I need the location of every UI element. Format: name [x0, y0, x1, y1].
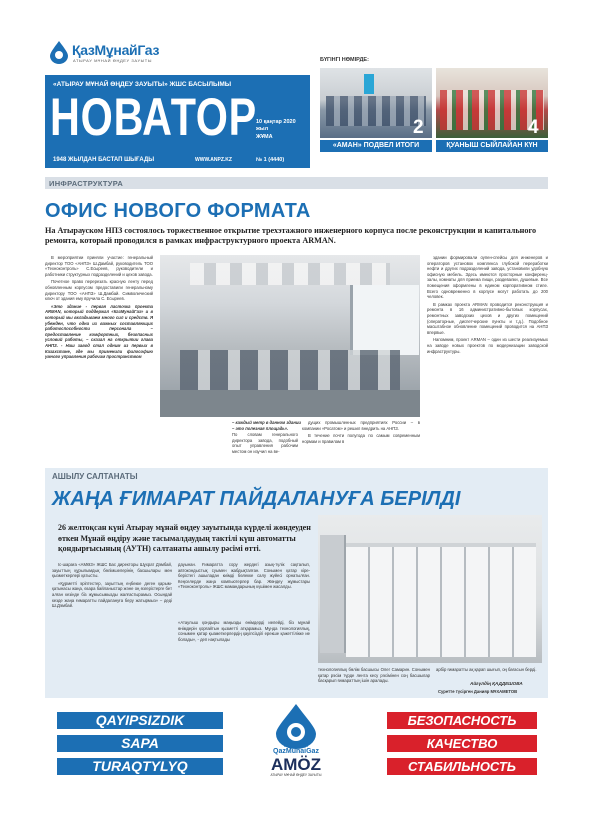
desks-graphic — [180, 350, 400, 390]
article2-col5: арбір ғимаратты ақ қарап шығып, оң бағасын берді. — [436, 667, 537, 672]
in-issue-label: БҮГІНГІ НӨМІРДЕ: — [320, 57, 369, 63]
article1-col2: По словам генерального директора завода, подобный опыт управления рабочим местом он изучил на ве- — [232, 432, 298, 454]
article1-col1 — [45, 255, 153, 455]
banner-left-3: TURAQTYLYQ — [57, 758, 223, 775]
article2-col1 — [52, 562, 172, 672]
article1-col4 — [427, 255, 548, 460]
amoz-brand: QazMunaiGaz — [273, 748, 319, 755]
in-issue-caption-2[interactable]: ҚУАНЫШ СЫЙЛАЙАН КҮН — [436, 140, 548, 152]
article1-col3 — [302, 420, 420, 460]
article1-quote: «Это здание - первая ласточка проекта ARMAN, который поддержал «КазМунайГаз» и в который мы вкладываем много сил и средств. Я убежден, что одна из важных составляющих работоспособности персонала – предоставление комфортных, безопасных условий работы, – сказал на открытии глава АНПЗ. - Наш завод стал одним из первых в Казахстане, где мы применили философию умного управления рабочим пространством — [45, 303, 153, 360]
article2-col3: «Атаулыш қондыры маңызды өнімдерді иелейді, біз мұнай өнімдерін қорғайтын қызметті атқарамыз. Мұнда технологиялық, сонымен қатар қызметкерлердің қауіпсіздігі ерекше қажеттілікке ие болады», - деп нақтылады — [178, 620, 310, 642]
article1-para: дущих промышленных предприятиях России – в компании «Росатом» и решил внедрить на АНПЗ. — [302, 420, 420, 431]
masthead-publisher: «АТЫРАУ МҰНАЙ ӨҢДЕУ ЗАУЫТЫ» ЖШС БАСЫЛЫМЫ — [53, 81, 232, 88]
article1-para: В мероприятии приняли участие: генеральный директор ТОО «АНПЗ» Ш.Дамбай, руководитель ТОО «Техноконтроль» С.Есыреев, руководители и работники структурных подразделений и цехов завода. — [45, 255, 153, 277]
in-issue-caption-1[interactable]: «АМАН» ПОДВЕЛ ИТОГИ — [320, 140, 432, 152]
photo-credit: Суретте түсірген Данияр МҰХАМЕТОВ — [438, 689, 518, 694]
article1-para: В течение почти полугода по самым современным нормам и правилам в — [302, 433, 420, 444]
article2-col4: технологиялық бөлім басшысы Олег Самарин. Сонымен қатар рәсім түрде лента кесу рәсімінен соң басшылар басқарып ғимараттың ішін аралады. — [318, 667, 430, 684]
banner-right-1: БЕЗОПАСНОСТЬ — [387, 712, 537, 729]
amoz-logo — [260, 702, 332, 780]
banner-left-1: QAYIPSIZDIK — [57, 712, 223, 729]
article2-para: «Құрметті әріптестер, зауыттың еңбекке деген қарым-қатынасы жаңа, өзара байланыстар және оң өзгерістерге бет алған кезінде біз жұмысымызды жалғастырамыз. Осындай кезде жаңа ғимаратты пайдалануға беру жатырмыз» – деді Ш.Дәмбай. — [52, 580, 172, 609]
logo-drop-icon — [48, 40, 70, 64]
byline: Айгүлдің ҚАДДЕШОВА — [470, 681, 523, 686]
rubric-infrastructure — [45, 177, 548, 189]
floor-graphic — [160, 390, 420, 417]
headline-2: ЖАҢА ҒИМАРАТ ПАЙДАЛАНУҒА БЕРІЛДІ — [52, 488, 461, 510]
in-issue-page-1: 2 — [413, 117, 424, 138]
lockers-photo[interactable] — [318, 515, 542, 663]
logo-name: ҚазМұнайГаз — [72, 42, 160, 58]
amoz-drop-icon — [270, 702, 322, 750]
article2-para: Іс-шараға «АМӨЗ» ЖШС Бас директоры Шұхрат Дәмбай, зауыттың құрылымдық бөлімшелерінің басшылары мен қызметкерлері қатысты. — [52, 562, 172, 579]
issue-date: 10 қаңтар 2020 жыл — [256, 119, 296, 132]
headline-1: ОФИС НОВОГО ФОРМАТА — [45, 200, 311, 222]
door-graphic — [320, 535, 346, 653]
banner-right-2: КАЧЕСТВО — [387, 735, 537, 752]
banner-left-2: SAPA — [57, 735, 223, 752]
article2-col2: дауынан. Ғимаратта сору жердегі азық-түлік сақталып, автокондыстық суымен жабдықталған. Сонымен қатар кіре-берістегі ашыладан киімді бөлекке салу жүйесі орнатылған. Кеңселерде жаңа компьютерлер бар. Жөндеу жұмыстары «Техноконтроль» ЖШС мамандарының күшімен жасалды. — [178, 562, 310, 590]
amoz-sub: АТЫРАУ МҰНАЙ ӨҢДЕУ ЗАУЫТЫ — [270, 773, 322, 777]
lockers-graphic — [346, 543, 536, 657]
rubric-label: ИНФРАСТРУКТУРА — [49, 179, 124, 188]
newspaper-title: НОВАТОР — [50, 88, 258, 147]
in-issue-page-2: 4 — [528, 117, 539, 138]
website-link[interactable]: WWW.ANPZ.KZ — [195, 157, 232, 163]
issue-day: ЖҰМА — [256, 134, 273, 140]
logo — [48, 40, 198, 66]
lead-1: На Атырауском НПЗ состоялось торжественное открытие трехэтажного инженерного корпуса после реконструкции и капитального ремонта, который проводился в рамках инфраструктурного проекта ARMAN. — [45, 226, 537, 245]
founded-line: 1948 ЖЫЛДАН БАСТАП ШЫҒАДЫ — [53, 157, 155, 163]
rubric-opening: АШЫЛУ САЛТАНАТЫ — [52, 472, 138, 481]
masthead — [45, 75, 310, 168]
banner-right-3: СТАБИЛЬНОСТЬ — [387, 758, 537, 775]
article1-para: В рамках проекта ARMAN проводится реконструкция и ремонта в 16 административно-бытовых корпусах, ремонтных заводских цехов и других помещений (операторные, диспетчерские пункты и т.д.). Подобное масштабное обновление помещений проводится на АНПЗ впервые. — [427, 301, 548, 335]
article1-para: Напомним, проект ARMAN – один из шести реализуемых на заводе новых проектов по модернизации заводской инфраструктуры. — [427, 337, 548, 354]
lead-2: 26 желтоқсан күні Атырау мұнай өңдеу зауытында күрделі жөндеуден өткен Мұнай өңдіру және тасымалдаудың тактілі күш автоматты қондырғысының (АУТН) салтанаты ашылу рәсімі өтті. — [58, 523, 311, 553]
office-photo-caption: – каждый метр в данном здании – это полезная площадь». — [232, 420, 301, 431]
article1-para: здании формировали оупен-спейсы для инженеров и операторов установок комплекса глубокой переработки нефти и других подразделений завода, установили удобную офисную мебель. Здесь имеются просторные конференц-залы, комнаты для приема пищи, раздевалки, душевые. Все помещения оформлены в едином корпоративном стиле. Всего одновременно в корпусе могут работать до 200 человек. — [427, 255, 548, 300]
issue-number: № 1 (4440) — [256, 157, 285, 163]
ceiling-lights-graphic — [190, 263, 390, 285]
window-graphic — [350, 285, 419, 355]
meeting-people-graphic — [326, 96, 426, 126]
values-banner — [45, 698, 548, 780]
flag-graphic — [364, 74, 374, 94]
office-photo[interactable] — [160, 255, 420, 417]
amoz-name: AMÖZ — [270, 755, 322, 774]
logo-tagline: АТЫРАУ МҰНАЙ ӨҢДЕУ ЗАУЫТЫ — [73, 58, 152, 63]
article1-para: Почетное право перерезать красную ленту перед обновленным корпусом предоставили генеральному директору ТОО «АНПЗ» Ш.Дамбай. Символический ключ от здания ему вручила С. Есыреев. — [45, 279, 153, 302]
